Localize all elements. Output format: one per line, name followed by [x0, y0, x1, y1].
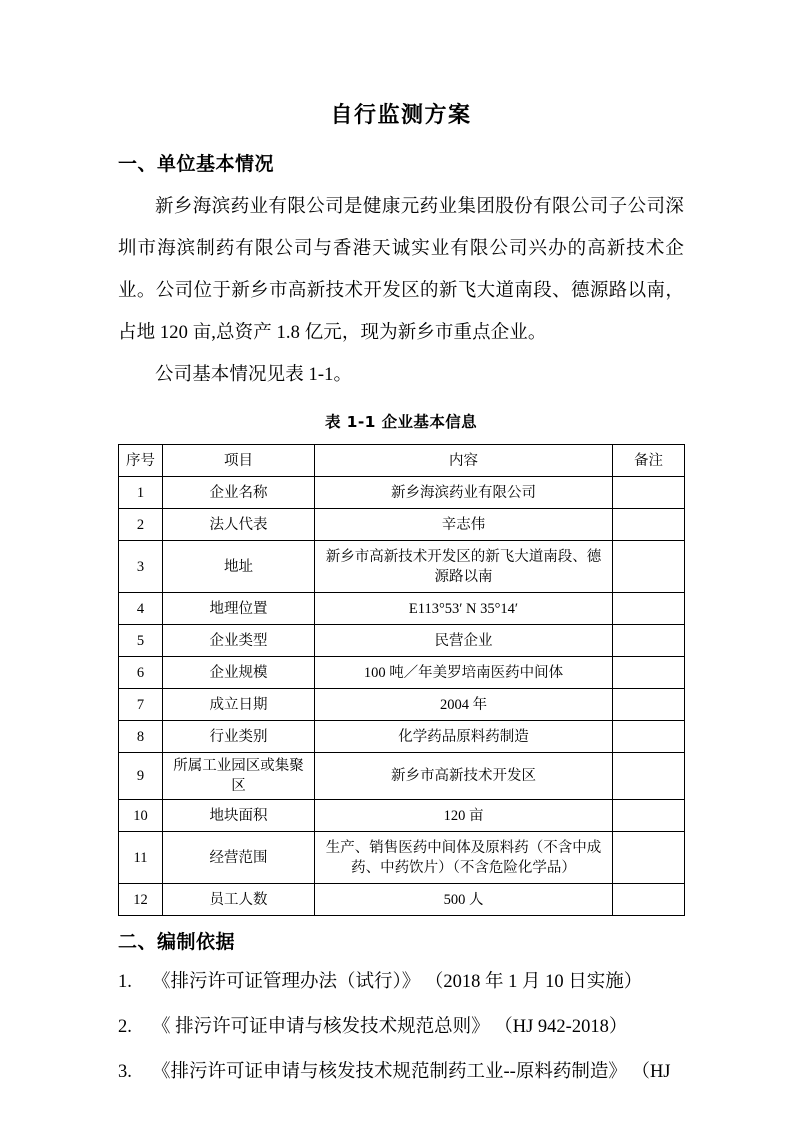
cell-item: 员工人数: [163, 884, 315, 916]
cell-item: 企业规模: [163, 657, 315, 689]
list-item-text: 《排污许可证申请与核发技术规范制药工业--原料药制造》 （HJ: [152, 1062, 671, 1082]
table-row: [119, 753, 685, 800]
table-caption: 表 1-1 企业基本信息: [324, 413, 478, 431]
list-item-number: 1.: [118, 972, 132, 992]
cell-remark: [613, 800, 685, 832]
cell-content: 辛志伟: [315, 509, 613, 541]
cell-item: 地块面积: [163, 800, 315, 832]
table-body: [119, 477, 685, 916]
cell-content: E113°53′ N 35°14′: [315, 593, 613, 625]
cell-content: 新乡海滨药业有限公司: [315, 477, 613, 509]
table-row: [119, 884, 685, 916]
cell-remark: [613, 477, 685, 509]
section-heading-unit-basic-info: 一、单位基本情况: [118, 154, 275, 175]
table-header-row: [119, 445, 685, 477]
cell-item: 企业类型: [163, 625, 315, 657]
section-heading-compilation-basis: 二、编制依据: [118, 932, 236, 953]
cell-item: 法人代表: [163, 509, 315, 541]
table-header-content: 内容: [315, 445, 613, 477]
cell-no: 11: [119, 832, 163, 884]
cell-remark: [613, 689, 685, 721]
cell-no: 9: [119, 753, 163, 800]
table-row: [119, 625, 685, 657]
table-row: [119, 657, 685, 689]
cell-item: 经营范围: [163, 832, 315, 884]
cell-remark: [613, 625, 685, 657]
document-title: 自行监测方案: [330, 102, 472, 127]
table-header-remark: 备注: [613, 445, 685, 477]
cell-no: 4: [119, 593, 163, 625]
cell-item: 行业类别: [163, 721, 315, 753]
cell-item: 所属工业园区或集聚区: [163, 753, 315, 800]
paragraph-table-reference: 公司基本情况见表 1-1。: [155, 365, 353, 385]
paragraph-company-overview: 新乡海滨药业有限公司是健康元药业集团股份有限公司子公司深圳市海滨制药有限公司与香港天诚实业有限公司兴办的高新技术企业。公司位于新乡市高新技术开发区的新飞大道南段、德源路以南，占地 120 亩,总资产 1.8 亿元，现为新乡市重点企业。: [118, 197, 684, 343]
table-row: [119, 509, 685, 541]
list-item-number: 3.: [118, 1062, 132, 1082]
table-row: [119, 800, 685, 832]
list-item-text: 《 排污许可证申请与核发技术规范总则》 （HJ 942-2018）: [152, 1017, 628, 1037]
cell-no: 1: [119, 477, 163, 509]
cell-no: 2: [119, 509, 163, 541]
cell-content: 2004 年: [315, 689, 613, 721]
table-header-no: 序号: [119, 445, 163, 477]
document-content: [118, 0, 684, 1095]
list-item-text: 《排污许可证管理办法（试行）》 （2018 年 1 月 10 日实施）: [152, 972, 643, 992]
cell-remark: [613, 884, 685, 916]
cell-no: 10: [119, 800, 163, 832]
cell-content: 新乡市高新技术开发区的新飞大道南段、德源路以南: [315, 541, 613, 593]
cell-remark: [613, 832, 685, 884]
cell-no: 3: [119, 541, 163, 593]
table-row: [119, 689, 685, 721]
cell-no: 7: [119, 689, 163, 721]
table-header-item: 项目: [163, 445, 315, 477]
cell-no: 5: [119, 625, 163, 657]
cell-item: 企业名称: [163, 477, 315, 509]
list-item: [118, 1050, 684, 1095]
cell-content: 化学药品原料药制造: [315, 721, 613, 753]
table-row: [119, 593, 685, 625]
cell-content: 120 亩: [315, 800, 613, 832]
reference-list: [118, 960, 684, 1095]
table-row: [119, 541, 685, 593]
table-row: [119, 832, 685, 884]
list-item: [118, 1005, 684, 1050]
cell-item: 成立日期: [163, 689, 315, 721]
cell-no: 12: [119, 884, 163, 916]
cell-remark: [613, 593, 685, 625]
cell-content: 100 吨／年美罗培南医药中间体: [315, 657, 613, 689]
cell-no: 8: [119, 721, 163, 753]
cell-remark: [613, 657, 685, 689]
table-row: [119, 477, 685, 509]
list-item: [118, 960, 684, 1005]
cell-remark: [613, 541, 685, 593]
cell-no: 6: [119, 657, 163, 689]
cell-item: 地理位置: [163, 593, 315, 625]
list-item-number: 2.: [118, 1017, 132, 1037]
cell-remark: [613, 509, 685, 541]
cell-content: 民营企业: [315, 625, 613, 657]
table-row: [119, 721, 685, 753]
cell-content: 500 人: [315, 884, 613, 916]
enterprise-basic-info-table: [118, 444, 685, 916]
cell-content: 生产、销售医药中间体及原料药（不含中成药、中药饮片）（不含危险化学品）: [315, 832, 613, 884]
cell-item: 地址: [163, 541, 315, 593]
cell-remark: [613, 753, 685, 800]
cell-remark: [613, 721, 685, 753]
cell-content: 新乡市高新技术开发区: [315, 753, 613, 800]
